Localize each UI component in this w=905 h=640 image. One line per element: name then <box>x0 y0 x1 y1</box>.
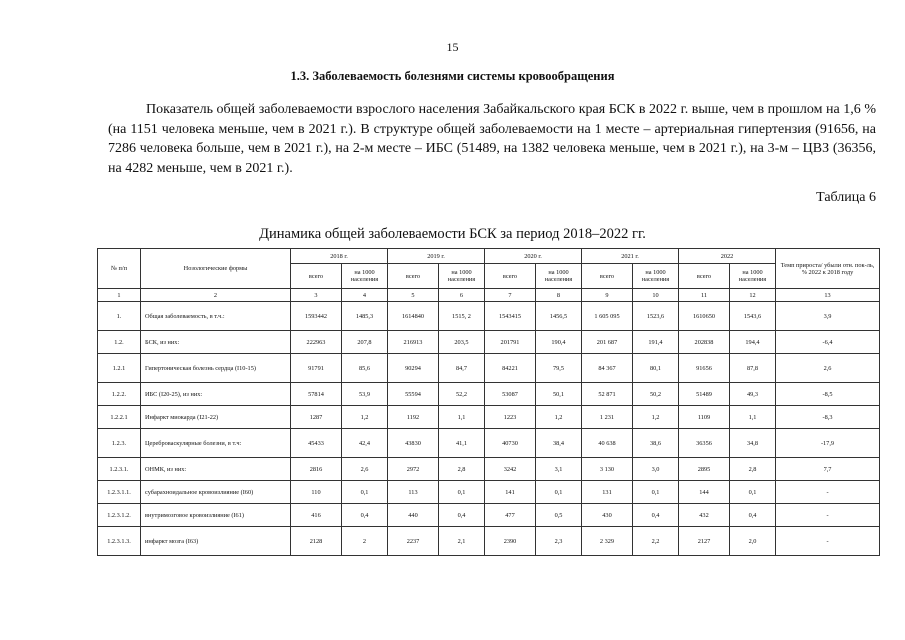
table-cell: -6,4 <box>776 331 880 354</box>
table-cell: 1 231 <box>582 406 633 429</box>
table-cell: 52 871 <box>582 383 633 406</box>
table-row <box>98 354 880 383</box>
header-total: всего <box>679 264 730 289</box>
table-cell: 0,4 <box>730 504 776 527</box>
table-cell: 440 <box>388 504 439 527</box>
row-name: Гипертоническая болезнь сердца (I10-15) <box>141 354 291 383</box>
table-cell: 222963 <box>291 331 342 354</box>
row-number: 1.2. <box>98 331 141 354</box>
table-cell: 1109 <box>679 406 730 429</box>
table-cell: 0,1 <box>633 481 679 504</box>
table-row <box>98 458 880 481</box>
row-name: внутримозговое кровоизлияние (I61) <box>141 504 291 527</box>
table-cell: 84221 <box>485 354 536 383</box>
table-cell: 201 687 <box>582 331 633 354</box>
row-name: Общая заболеваемость, в т.ч.: <box>141 302 291 331</box>
row-name: Цереброваскулярные болезни, в т.ч: <box>141 429 291 458</box>
table-number: Таблица 6 <box>816 190 876 205</box>
table-cell: 216913 <box>388 331 439 354</box>
header-total: всего <box>388 264 439 289</box>
table-cell: 2,0 <box>730 527 776 556</box>
table-cell: 50,1 <box>536 383 582 406</box>
table-cell: 2,6 <box>776 354 880 383</box>
table-cell: 3242 <box>485 458 536 481</box>
header-year: 2018 г. <box>291 249 388 264</box>
column-number: 10 <box>633 289 679 302</box>
table-cell: 45433 <box>291 429 342 458</box>
table-cell: 1,1 <box>730 406 776 429</box>
table-cell: 144 <box>679 481 730 504</box>
table-cell: 416 <box>291 504 342 527</box>
table-cell: 0,4 <box>342 504 388 527</box>
table-cell: 1515, 2 <box>439 302 485 331</box>
column-number: 4 <box>342 289 388 302</box>
table-cell: - <box>776 504 880 527</box>
row-number: 1.2.3.1.3. <box>98 527 141 556</box>
table-cell: 113 <box>388 481 439 504</box>
table-cell: 40730 <box>485 429 536 458</box>
table-cell: 2 <box>342 527 388 556</box>
table-cell: 2128 <box>291 527 342 556</box>
table-cell: 91791 <box>291 354 342 383</box>
table-cell: 3,1 <box>536 458 582 481</box>
row-name: БСК, из них: <box>141 331 291 354</box>
table-cell: 3,0 <box>633 458 679 481</box>
table-row <box>98 429 880 458</box>
table-cell: 0,1 <box>730 481 776 504</box>
table-cell: 2 329 <box>582 527 633 556</box>
column-number: 5 <box>388 289 439 302</box>
column-number: 12 <box>730 289 776 302</box>
table-cell: -8,5 <box>776 383 880 406</box>
column-number: 2 <box>141 289 291 302</box>
section-title: 1.3. Заболеваемость болезнями системы кровообращения <box>290 69 615 83</box>
row-name: Инфаркт миокарда (I21-22) <box>141 406 291 429</box>
column-number: 11 <box>679 289 730 302</box>
table-cell: 1543,6 <box>730 302 776 331</box>
table-cell: 1 605 095 <box>582 302 633 331</box>
table-cell: 2,8 <box>439 458 485 481</box>
table-cell: 2895 <box>679 458 730 481</box>
table-cell: 202838 <box>679 331 730 354</box>
header-total: всего <box>485 264 536 289</box>
table-row <box>98 331 880 354</box>
page-number: 15 <box>446 40 459 54</box>
table-cell: 190,4 <box>536 331 582 354</box>
header-per1000: на 1000 населения <box>439 264 485 289</box>
table-cell: 1,2 <box>342 406 388 429</box>
row-name: ОНМК, из них: <box>141 458 291 481</box>
table-cell: 2816 <box>291 458 342 481</box>
table-cell: 2,6 <box>342 458 388 481</box>
table-cell: 3 130 <box>582 458 633 481</box>
table-cell: 1,2 <box>536 406 582 429</box>
table-cell: 40 638 <box>582 429 633 458</box>
column-number: 1 <box>98 289 141 302</box>
table-cell: 53,9 <box>342 383 388 406</box>
header-per1000: на 1000 населения <box>342 264 388 289</box>
row-name: субарахноидальное кровоизлияние (I60) <box>141 481 291 504</box>
table-cell: 2,3 <box>536 527 582 556</box>
table-cell: 80,1 <box>633 354 679 383</box>
table-cell: 2127 <box>679 527 730 556</box>
table-cell: 2390 <box>485 527 536 556</box>
row-name: ИБС (I20-25), из них: <box>141 383 291 406</box>
table-cell: 52,2 <box>439 383 485 406</box>
column-number: 13 <box>776 289 880 302</box>
table-cell: 1,2 <box>633 406 679 429</box>
table-cell: 2,8 <box>730 458 776 481</box>
table-cell: 0,1 <box>536 481 582 504</box>
header-growth: Темп прироста/ убыли отн. пок-ль, % 2022 к 2018 году <box>776 249 880 289</box>
table-cell: 34,8 <box>730 429 776 458</box>
table-cell: 36356 <box>679 429 730 458</box>
table-cell: 141 <box>485 481 536 504</box>
table-cell: 1523,6 <box>633 302 679 331</box>
header-total: всего <box>291 264 342 289</box>
table-row <box>98 302 880 331</box>
table-cell: -8,3 <box>776 406 880 429</box>
row-number: 1.2.3.1. <box>98 458 141 481</box>
table-cell: 1456,5 <box>536 302 582 331</box>
row-number: 1.2.3.1.1. <box>98 481 141 504</box>
morbidity-table <box>97 248 880 556</box>
table-cell: 43830 <box>388 429 439 458</box>
table-row <box>98 383 880 406</box>
table-row <box>98 481 880 504</box>
row-number: 1.2.3. <box>98 429 141 458</box>
table-cell: 0,4 <box>439 504 485 527</box>
column-number: 3 <box>291 289 342 302</box>
table-cell: 50,2 <box>633 383 679 406</box>
table-cell: 79,5 <box>536 354 582 383</box>
header-per1000: на 1000 населения <box>633 264 679 289</box>
table-cell: - <box>776 481 880 504</box>
table-cell: 0,4 <box>633 504 679 527</box>
table-cell: 1614840 <box>388 302 439 331</box>
table-cell: 51489 <box>679 383 730 406</box>
table-cell: 41,1 <box>439 429 485 458</box>
table-cell: 194,4 <box>730 331 776 354</box>
table-cell: 90294 <box>388 354 439 383</box>
table-cell: 110 <box>291 481 342 504</box>
table-cell: 38,6 <box>633 429 679 458</box>
header-total: всего <box>582 264 633 289</box>
table-cell: 0,5 <box>536 504 582 527</box>
column-number: 6 <box>439 289 485 302</box>
table-cell: 201791 <box>485 331 536 354</box>
table-cell: 1,1 <box>439 406 485 429</box>
table-row <box>98 527 880 556</box>
table-cell: 1485,3 <box>342 302 388 331</box>
table-cell: 203,5 <box>439 331 485 354</box>
body-paragraph: Показатель общей заболеваемости взрослого населения Забайкальского края БСК в 2022 г. выше, чем в прошлом на 1,6 % (на 1151 человека меньше, чем в 2021 г.). В структуре общей заболеваемости на 1 месте – артериальная гипертензия (91656, на 7286 человека больше, чем в 2021 г.), на 2-м месте – ИБС (51489, на 1382 человека меньше, чем в 2021 г.), на 3-м – ЦВЗ (36356, на 4282 меньше, чем в 2021 г.). <box>108 102 876 176</box>
header-per1000: на 1000 населения <box>536 264 582 289</box>
table-cell: 2237 <box>388 527 439 556</box>
table-cell: 0,1 <box>342 481 388 504</box>
table-cell: 55594 <box>388 383 439 406</box>
table-cell: 1223 <box>485 406 536 429</box>
table-cell: 1593442 <box>291 302 342 331</box>
table-cell: 131 <box>582 481 633 504</box>
table-cell: 1543415 <box>485 302 536 331</box>
table-cell: 91656 <box>679 354 730 383</box>
column-number: 9 <box>582 289 633 302</box>
header-form: Нозологические формы <box>141 249 291 289</box>
row-number: 1.2.2. <box>98 383 141 406</box>
table-cell: 477 <box>485 504 536 527</box>
table-cell: 430 <box>582 504 633 527</box>
table-cell: 38,4 <box>536 429 582 458</box>
table-cell: 42,4 <box>342 429 388 458</box>
row-number: 1.2.2.1 <box>98 406 141 429</box>
header-per1000: на 1000 населения <box>730 264 776 289</box>
table-cell: 0,1 <box>439 481 485 504</box>
table-cell: 2,2 <box>633 527 679 556</box>
header-num: № п/п <box>98 249 141 289</box>
table-cell: - <box>776 527 880 556</box>
table-caption: Динамика общей заболеваемости БСК за период 2018–2022 гг. <box>259 226 646 242</box>
table-cell: 84,7 <box>439 354 485 383</box>
header-year: 2019 г. <box>388 249 485 264</box>
table-cell: 432 <box>679 504 730 527</box>
table-cell: 191,4 <box>633 331 679 354</box>
table-cell: 49,3 <box>730 383 776 406</box>
table-row <box>98 504 880 527</box>
row-number: 1.2.3.1.2. <box>98 504 141 527</box>
header-year: 2021 г. <box>582 249 679 264</box>
table-cell: 85,6 <box>342 354 388 383</box>
table-cell: 1610650 <box>679 302 730 331</box>
table-cell: 87,8 <box>730 354 776 383</box>
table-cell: 53087 <box>485 383 536 406</box>
table-cell: 84 367 <box>582 354 633 383</box>
table-cell: 7,7 <box>776 458 880 481</box>
row-name: инфаркт мозга (I63) <box>141 527 291 556</box>
table-cell: 207,8 <box>342 331 388 354</box>
row-number: 1. <box>98 302 141 331</box>
column-number: 8 <box>536 289 582 302</box>
row-number: 1.2.1 <box>98 354 141 383</box>
header-year: 2020 г. <box>485 249 582 264</box>
table-cell: 2,1 <box>439 527 485 556</box>
table-cell: 57814 <box>291 383 342 406</box>
table-cell: -17,9 <box>776 429 880 458</box>
header-year: 2022 <box>679 249 776 264</box>
table-row <box>98 406 880 429</box>
table-cell: 1192 <box>388 406 439 429</box>
table-cell: 2972 <box>388 458 439 481</box>
column-number: 7 <box>485 289 536 302</box>
table-cell: 3,9 <box>776 302 880 331</box>
table-cell: 1287 <box>291 406 342 429</box>
